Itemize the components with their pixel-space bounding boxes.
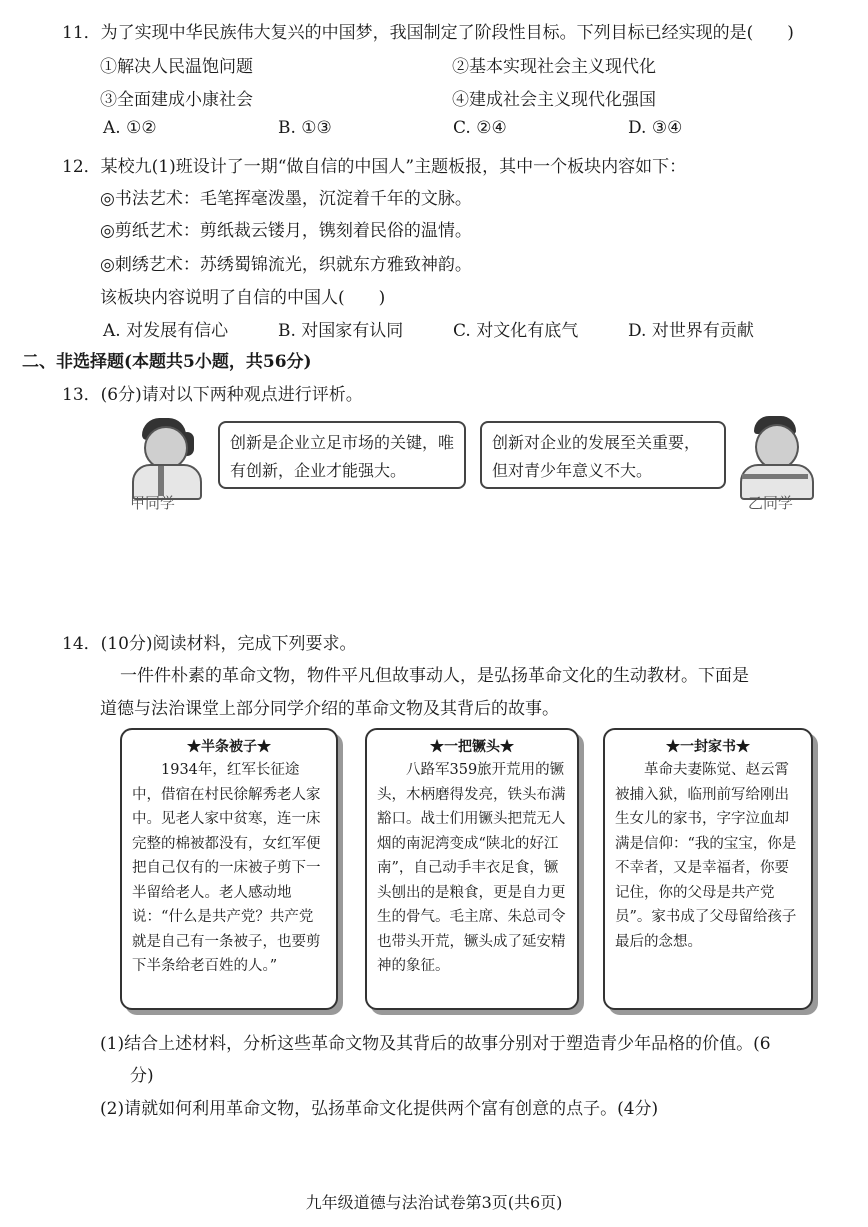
card-half-quilt: [120, 728, 338, 1010]
student-jia-figure: [128, 418, 208, 498]
student-jia-speech: 创新是企业立足市场的关键，唯有创新，企业才能强大。: [218, 421, 466, 489]
card-hoe-body: 八路军359旅开荒用的镢头，木柄磨得发亮，铁头布满豁口。战士们用镢头把荒无人烟的南泥湾变成“陕北的好江南”，自己动手丰衣足食，镢头刨出的是粮食，更是自力更生的骨气。毛主席、朱总司令也带头开荒，镢头成了延安精神的象征。: [377, 762, 566, 974]
card-hoe: [365, 728, 579, 1010]
q12-option-b: B. 对国家有认同: [278, 321, 404, 341]
q12-option-c: C. 对文化有底气: [453, 321, 579, 341]
q14-intro-line-1: 一件件朴素的革命文物，物件平凡但故事动人，是弘扬革命文化的生动教材。下面是: [120, 666, 749, 686]
q11-option-a: A. ①②: [103, 118, 157, 138]
section-heading: 二、非选择题(本题共5小题，共56分): [22, 352, 312, 372]
card-half-quilt-body: 1934年，红军长征途中，借宿在村民徐解秀老人家中。见老人家中贫寒，连一床完整的棉被都没有，女红军便把自己仅有的一床被子剪下一半留给老人。老人感动地说：“什么是共产党？共产党就是自己有一条被子，也要剪下半条给老百姓的人。”: [132, 762, 321, 974]
q14-sub2: (2)请就如何利用革命文物，弘扬革命文化提供两个富有创意的点子。(4分): [100, 1099, 659, 1119]
q12-ask: 该板块内容说明了自信的中国人( ): [100, 288, 386, 308]
q12-option-d: D. 对世界有贡献: [628, 321, 754, 341]
student-yi-name: 乙同学: [748, 494, 794, 512]
card-family-letter-body: 革命夫妻陈觉、赵云霄被捕入狱，临刑前写给刚出生女儿的家书，字字泣血却满是信仰：“我的宝宝，你是不幸者，又是幸福者，你要记住，你的父母是共产党员”。家书成了父母留给孩子最后的念想。: [615, 762, 797, 950]
student-yi-figure: [736, 416, 816, 498]
q14-intro-line-2: 道德与法治课堂上部分同学介绍的革命文物及其背后的故事。: [100, 699, 559, 719]
q11-item-4: ④建成社会主义现代化强国: [452, 90, 656, 110]
card-hoe-title: ★一把镢头★: [430, 739, 514, 755]
q13-stem: 13．(6分)请对以下两种观点进行评析。: [62, 385, 363, 405]
q14-sub1-line-1: (1)结合上述材料，分析这些革命文物及其背后的故事分别对于塑造青少年品格的价值。(6: [100, 1034, 771, 1054]
student-jia-name: 甲同学: [130, 494, 176, 512]
card-half-quilt-title: ★半条被子★: [187, 739, 271, 755]
page-footer: 九年级道德与法治试卷第3页(共6页): [305, 1193, 563, 1212]
q12-option-a: A. 对发展有信心: [103, 321, 229, 341]
q12-line-embroidery: ◎刺绣艺术：苏绣蜀锦流光，织就东方雅致神韵。: [100, 255, 472, 275]
q12-line-calligraphy: ◎书法艺术：毛笔挥毫泼墨，沉淀着千年的文脉。: [100, 189, 472, 209]
q11-item-2: ②基本实现社会主义现代化: [452, 57, 656, 77]
q11-option-c: C. ②④: [453, 118, 507, 138]
card-family-letter-title: ★一封家书★: [666, 739, 750, 755]
q11-option-b: B. ①③: [278, 118, 332, 138]
q14-stem: 14．(10分)阅读材料，完成下列要求。: [62, 634, 357, 654]
student-yi-speech: 创新对企业的发展至关重要，但对青少年意义不大。: [480, 421, 726, 489]
q12-line-papercut: ◎剪纸艺术：剪纸裁云镂月，镌刻着民俗的温情。: [100, 221, 472, 241]
q14-sub1-line-2: 分): [130, 1066, 154, 1086]
q11-item-1: ①解决人民温饱问题: [100, 57, 253, 77]
q11-item-3: ③全面建成小康社会: [100, 90, 253, 110]
q11-stem: 11．为了实现中华民族伟大复兴的中国梦，我国制定了阶段性目标。下列目标已经实现的是( ): [62, 23, 794, 43]
card-family-letter: [603, 728, 813, 1010]
q12-stem: 12．某校九(1)班设计了一期“做自信的中国人”主题板报，其中一个板块内容如下：: [62, 157, 687, 177]
q11-option-d: D. ③④: [628, 118, 683, 138]
